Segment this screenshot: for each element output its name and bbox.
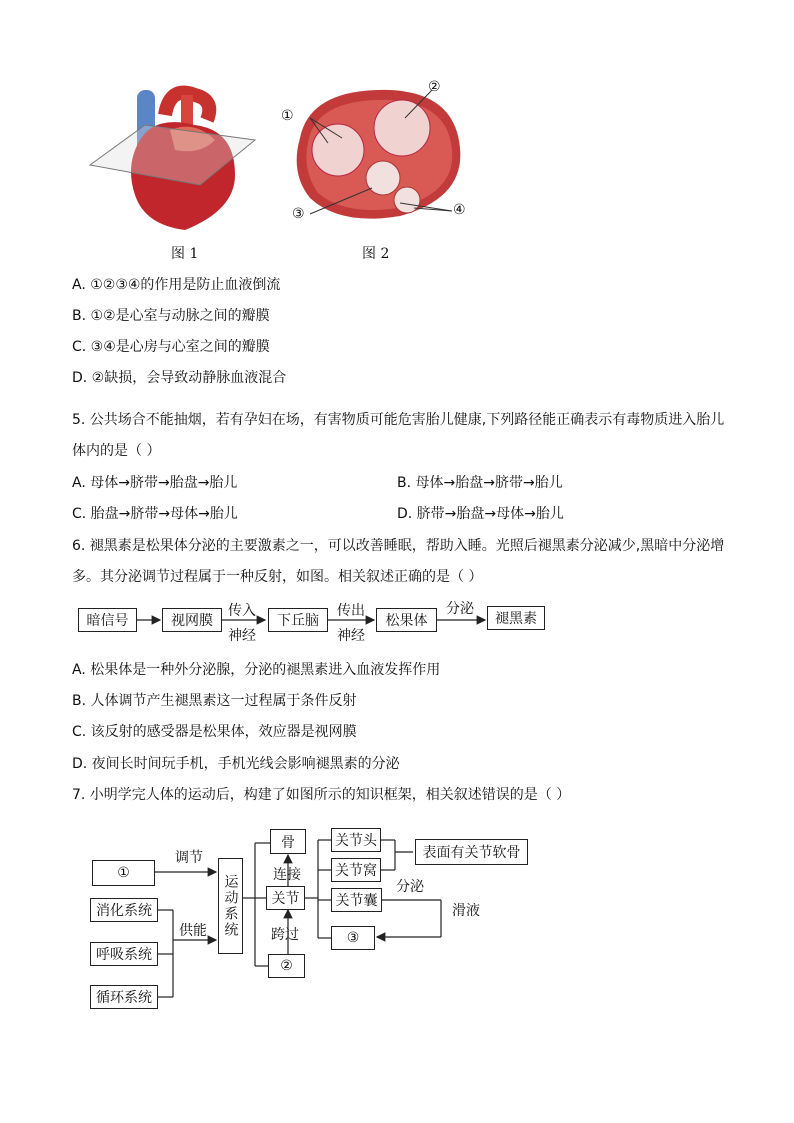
q5-option-a: A. 母体→脐带→胎盘→胎儿 [72, 475, 238, 491]
diagram-label-connect: 连接 [273, 867, 301, 883]
q6-option-d: D. 夜间长时间玩手机，手机光线会影响褪黑素的分泌 [72, 756, 400, 772]
diagram-label-regulate: 调节 [175, 850, 203, 866]
q5-stem-line1: 5. 公共场合不能抽烟，若有孕妇在场，有害物质可能危害胎儿健康,下列路径能正确表示有毒物质进入胎儿 [72, 412, 725, 428]
q5-option-c: C. 胎盘→脐带→母体→胎儿 [72, 506, 238, 522]
q4-option-d: D. ②缺损，会导致动静脉血液混合 [72, 370, 287, 386]
flow-node-dark-signal: 暗信号 [78, 608, 137, 632]
diagram-circle-1: ① [92, 860, 155, 886]
q7-knowledge-diagram [0, 820, 794, 1020]
q6-option-a: A. 松果体是一种外分泌腺，分泌的褪黑素进入血液发挥作用 [72, 662, 441, 678]
figure-1-heart [85, 85, 260, 235]
figure-2-heart-valves [280, 78, 480, 228]
diagram-joint-socket: 关节窝 [331, 858, 381, 882]
diagram-label-supply: 供能 [179, 923, 207, 939]
diagram-label-secrete: 分泌 [396, 879, 424, 895]
flow-label-efferent: 传出 [337, 603, 365, 619]
q4-option-b: B. ①②是心室与动脉之间的瓣膜 [72, 308, 270, 324]
flow-label-afferent-nerve: 神经 [228, 628, 256, 644]
q6-stem-line2: 多。其分泌调节过程属于一种反射，如图。相关叙述正确的是（ ） [72, 569, 483, 585]
flow-node-retina: 视网膜 [162, 608, 222, 632]
flow-node-melatonin: 褪黑素 [487, 606, 545, 630]
flow-label-efferent-nerve: 神经 [337, 628, 365, 644]
flow-node-pineal: 松果体 [376, 608, 437, 632]
q6-stem-line1: 6. 褪黑素是松果体分泌的主要激素之一，可以改善睡眠，帮助入睡。光照后褪黑素分泌减少,黑暗中分泌增 [72, 538, 725, 554]
diagram-motor-system-label: 运动系统 [222, 874, 239, 938]
q6-option-c: C. 该反射的感受器是松果体，效应器是视网膜 [72, 724, 357, 740]
diagram-joint-capsule: 关节囊 [331, 888, 382, 912]
diagram-circle-3: ③ [331, 926, 375, 950]
q4-option-a: A. ①②③④的作用是防止血液倒流 [72, 277, 281, 293]
q6-flow-diagram [0, 598, 794, 646]
diagram-bone: 骨 [270, 829, 306, 854]
diagram-respiratory-system: 呼吸系统 [90, 942, 158, 966]
marker-3: ③ [292, 206, 305, 222]
diagram-joint-head: 关节头 [331, 828, 381, 852]
flow-node-hypothalamus: 下丘脑 [268, 608, 328, 632]
flow-label-afferent: 传入 [228, 603, 256, 619]
q6-option-b: B. 人体调节产生褪黑素这一过程属于条件反射 [72, 693, 357, 709]
flow-label-secrete: 分泌 [446, 601, 474, 617]
diagram-circulatory-system: 循环系统 [90, 985, 158, 1009]
diagram-circle-2: ② [268, 954, 305, 978]
diagram-digestive-system: 消化系统 [90, 898, 158, 922]
marker-1: ① [281, 108, 294, 124]
diagram-motor-system [218, 858, 243, 954]
marker-2: ② [428, 79, 441, 95]
q7-stem: 7. 小明学完人体的运动后，构建了如图所示的知识框架，相关叙述错误的是（ ） [72, 787, 571, 803]
diagram-label-synovial: 滑液 [452, 903, 480, 919]
diagram-label-span: 跨过 [271, 927, 299, 943]
diagram-joint: 关节 [266, 886, 305, 910]
q5-option-d: D. 脐带→胎盘→母体→胎儿 [397, 506, 564, 522]
q5-option-b: B. 母体→胎盘→脐带→胎儿 [397, 475, 563, 491]
marker-4: ④ [453, 202, 466, 218]
figure-2-caption: 图 2 [362, 246, 390, 262]
figure-1-caption: 图 1 [171, 246, 199, 262]
q4-option-c: C. ③④是心房与心室之间的瓣膜 [72, 339, 270, 355]
q5-stem-line2: 体内的是（ ） [72, 443, 161, 459]
diagram-cartilage: 表面有关节软骨 [415, 839, 528, 865]
